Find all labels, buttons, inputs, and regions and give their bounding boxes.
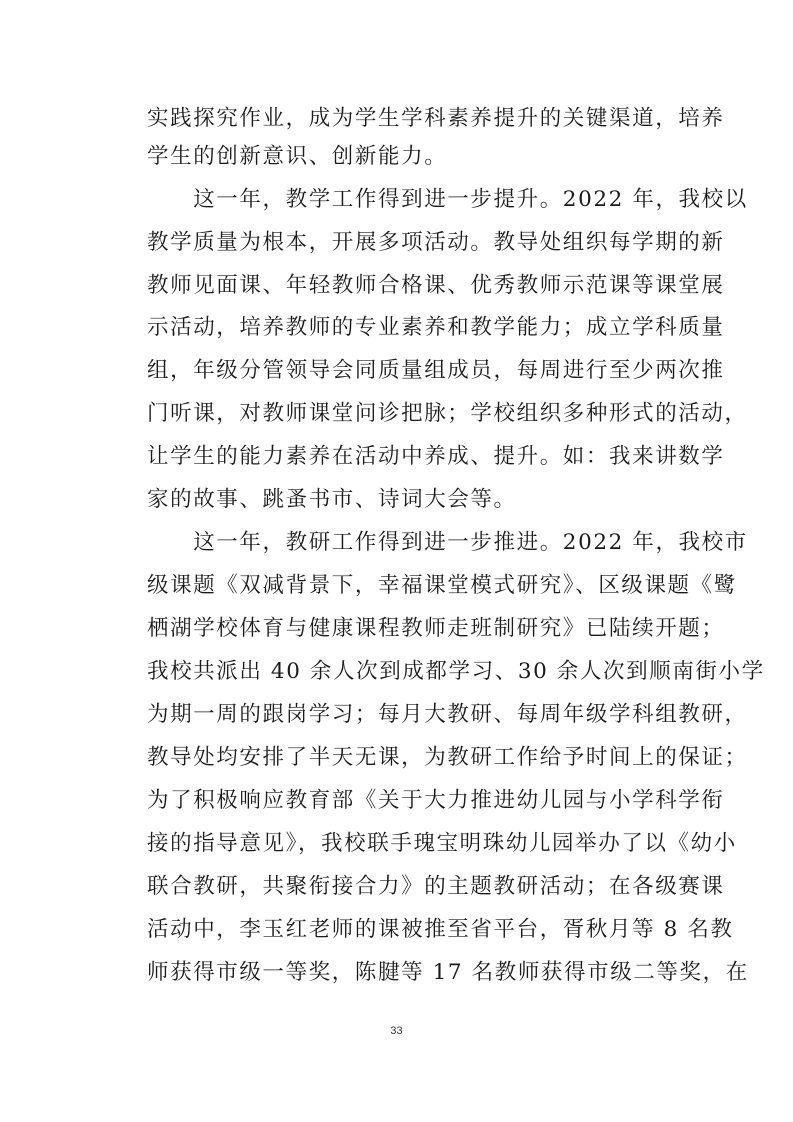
text-line: 实践探究作业，成为学生学科素养提升的关键渠道，培养 (147, 106, 725, 131)
text-line: 让学生的能力素养在活动中养成、提升。如：我来讲数学 (147, 444, 725, 469)
text-line: 组，年级分管领导会同质量组成员，每周进行至少两次推 (147, 358, 725, 383)
text-line: 学生的创新意识、创新能力。 (147, 144, 448, 169)
text-line: 级课题《双减背景下，幸福课堂模式研究》、区级课题《鹭 (147, 573, 737, 598)
paragraph-start-line: 这一年，教学工作得到进一步提升。2022 年，我校以 (147, 187, 748, 212)
text-line: 为了积极响应教育部《关于大力推进幼儿园与小学科学衔 (147, 788, 725, 813)
text-line: 教师见面课、年轻教师合格课、优秀教师示范课等课堂展 (147, 273, 725, 298)
page-number: 33 (390, 1025, 403, 1037)
text-line: 示活动，培养教师的专业素养和教学能力；成立学科质量 (147, 315, 725, 340)
text-line: 教学质量为根本，开展多项活动。教导处组织每学期的新 (147, 230, 725, 255)
text-line: 联合教研，共聚衔接合力》的主题教研活动；在各级赛课 (147, 874, 725, 899)
text-line: 栖湖学校体育与健康课程教师走班制研究》已陆续开题； (147, 616, 725, 641)
text-line: 家的故事、跳蚤书市、诗词大会等。 (147, 487, 517, 512)
text-line: 教导处均安排了半天无课，为教研工作给予时间上的保证； (147, 745, 748, 770)
text-line: 为期一周的跟岗学习；每月大教研、每周年级学科组教研， (147, 702, 748, 727)
text-line: 门听课，对教师课堂问诊把脉；学校组织多种形式的活动， (147, 401, 748, 426)
paragraph-start-line: 这一年，教研工作得到进一步推进。2022 年，我校市 (147, 530, 748, 555)
text-line: 活动中，李玉红老师的课被推至省平台，胥秋月等 8 名教 (147, 917, 734, 942)
text-line: 师获得市级一等奖，陈腱等 17 名教师获得市级二等奖，在 (147, 960, 749, 985)
text-line: 接的指导意见》，我校联手瑰宝明珠幼儿园举办了以《幼小 (147, 831, 737, 856)
text-line: 我校共派出 40 余人次到成都学习、30 余人次到顺南街小学 (147, 659, 765, 684)
